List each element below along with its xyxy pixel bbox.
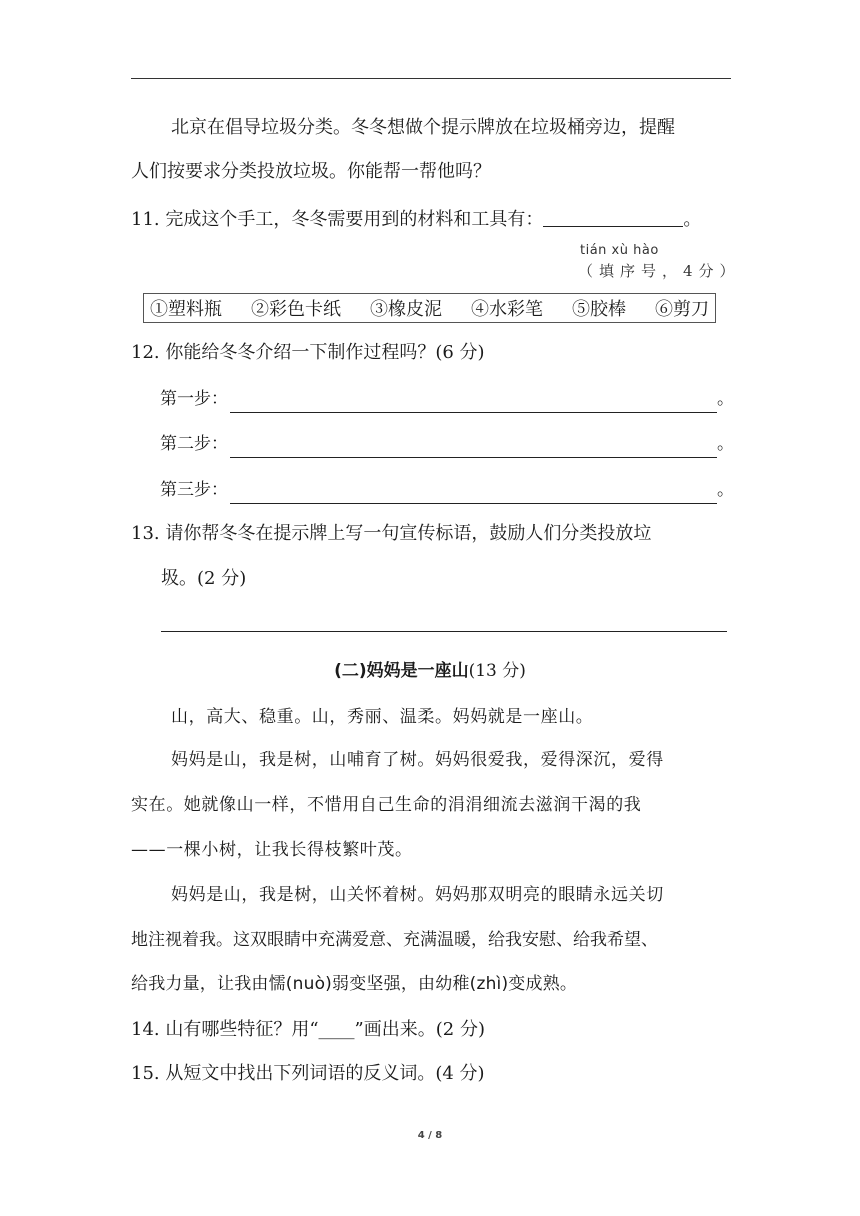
material-item: ⑥剪刀 [655,299,709,320]
material-item: ③橡皮泥 [370,299,442,320]
question-15: 15. 从短文中找出下列词语的反义词。(4 分) [131,1063,485,1084]
question-13-line-1: 13. 请你帮冬冬在提示牌上写一句宣传标语，鼓励人们分类投放垃 [131,523,652,544]
material-item: ④水彩笔 [471,299,543,320]
step-3-label: 第三步： [160,480,228,500]
question-11-text: 11. 完成这个手工，冬冬需要用到的材料和工具有： [131,209,544,230]
step-1 [160,385,734,413]
materials-box [143,293,716,323]
pinyin-hint: tián xù hào [580,243,659,258]
question-11-end: 。 [683,209,702,230]
header-rule [131,78,731,79]
answer-blank-step-1[interactable] [230,394,717,413]
answer-line-13[interactable] [161,631,727,632]
step-3-end: 。 [717,480,734,500]
question-13-line-2: 圾。(2 分) [161,568,247,589]
story-paragraph-3-line-1: 妈妈是山，我是树，山关怀着树。妈妈那双明亮的眼睛永远关切 [171,885,664,905]
step-3 [160,476,734,504]
material-item: ①塑料瓶 [150,299,222,320]
answer-blank-11[interactable] [543,208,683,227]
question-12: 12. 你能给冬冬介绍一下制作过程吗？(6 分) [131,342,485,363]
story-paragraph-2-line-3: ——一棵小树，让我长得枝繁叶茂。 [131,840,413,860]
intro-line-1: 北京在倡导垃圾分类。冬冬想做个提示牌放在垃圾桶旁边，提醒 [171,117,675,138]
story-paragraph-2-line-2: 实在。她就像山一样，不惜用自己生命的涓涓细流去滋润干渴的我 [131,795,642,815]
material-item: ②彩色卡纸 [251,299,341,320]
section-title [0,656,860,681]
story-paragraph-3-line-2: 地注视着我。这双眼睛中充满爱意、充满温暖，给我安慰、给我希望、 [131,930,658,950]
step-2-end: 。 [717,434,734,454]
material-item: ⑤胶棒 [572,299,626,320]
step-2-label: 第二步： [160,434,228,454]
step-1-label: 第一步： [160,389,228,409]
step-2 [160,430,734,458]
points-hint: （填序号，4分） [578,262,741,280]
section-title-points: (13 分) [468,661,526,681]
step-1-end: 。 [717,389,734,409]
story-paragraph-3-line-3: 给我力量，让我由懦(nuò)弱变坚强，由幼稚(zhì)变成熟。 [131,974,578,994]
answer-blank-step-3[interactable] [230,485,717,504]
story-paragraph-1: 山，高大、稳重。山，秀丽、温柔。妈妈就是一座山。 [171,707,594,727]
page-number: 4 / 8 [417,1130,443,1141]
section-title-text: (二)妈妈是一座山 [334,661,469,681]
question-14: 14. 山有哪些特征？用“____”画出来。(2 分) [131,1019,485,1040]
question-11 [131,206,731,234]
answer-blank-step-2[interactable] [230,439,717,458]
intro-line-2: 人们按要求分类投放垃圾。你能帮一帮他吗？ [131,161,491,182]
story-paragraph-2-line-1: 妈妈是山，我是树，山哺育了树。妈妈很爱我，爱得深沉，爱得 [171,750,664,770]
